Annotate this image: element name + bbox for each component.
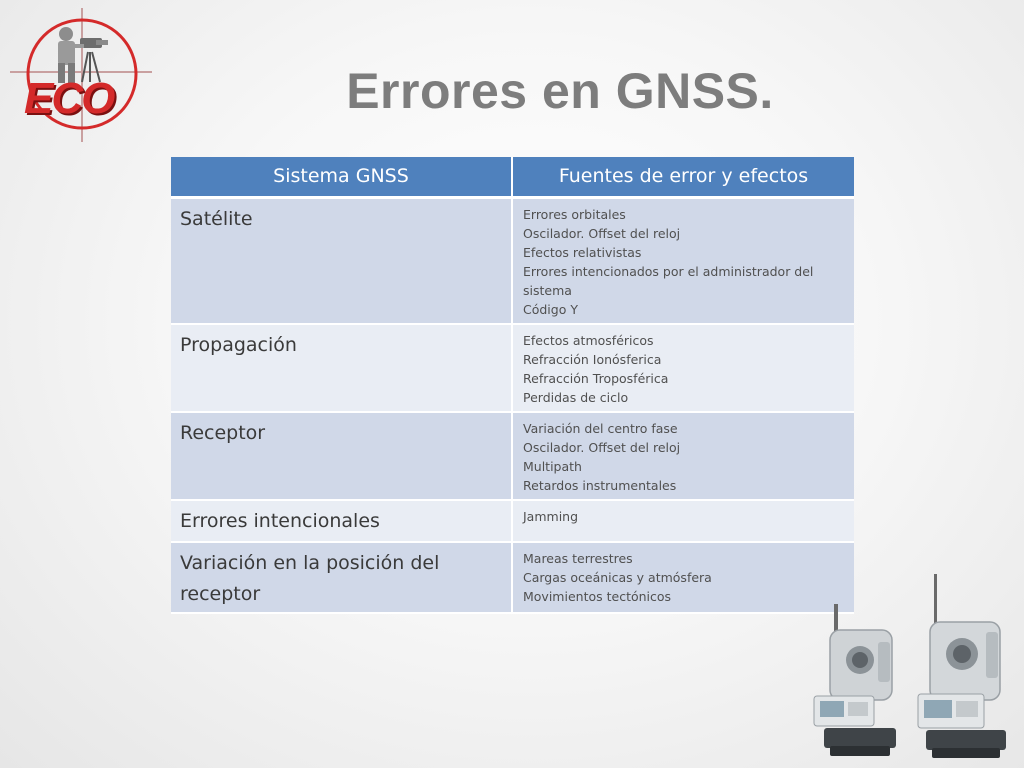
effect-item: sistema	[523, 282, 572, 298]
table-row	[171, 324, 854, 412]
effect-item: Jamming	[523, 508, 579, 524]
effect-item: Oscilador. Offset del reloj	[523, 439, 681, 455]
effect-item: Efectos atmosféricos	[523, 332, 654, 348]
header-fuentes-error: Fuentes de error y efectos	[512, 157, 854, 197]
system-cell: Satélite	[171, 197, 512, 324]
header-sistema-gnss: Sistema GNSS	[171, 157, 512, 197]
effect-item: Efectos relativistas	[523, 244, 642, 260]
effect-item: Errores orbitales	[523, 206, 626, 222]
robotic-total-station-icon	[912, 572, 1016, 762]
total-station-icon	[808, 600, 908, 760]
slide-title: Errores en GNSS.	[346, 63, 774, 119]
effects-cell	[512, 412, 854, 500]
table-row	[171, 197, 854, 324]
effect-item: Refracción Troposférica	[523, 370, 669, 386]
effect-item: Oscilador. Offset del reloj	[523, 225, 681, 241]
system-cell: Variación en la posición del receptor	[171, 542, 512, 613]
effect-item: Multipath	[523, 458, 582, 474]
effect-item: Código Y	[523, 301, 578, 317]
effects-cell	[512, 197, 854, 324]
eco-logo	[10, 8, 152, 142]
effect-item: Retardos instrumentales	[523, 477, 677, 493]
effect-item: Errores intencionados por el administrador del	[523, 263, 814, 279]
effects-cell	[512, 324, 854, 412]
table-row	[171, 412, 854, 500]
effect-item: Mareas terrestres	[523, 550, 633, 566]
table-header-row	[171, 157, 854, 197]
effect-item: Cargas oceánicas y atmósfera	[523, 569, 712, 585]
table-row	[171, 500, 854, 542]
effect-item: Variación del centro fase	[523, 420, 678, 436]
system-cell: Errores intencionales	[171, 500, 512, 542]
system-cell: Receptor	[171, 412, 512, 500]
effects-cell	[512, 542, 854, 613]
effect-item: Perdidas de ciclo	[523, 389, 629, 405]
table-row	[171, 542, 854, 613]
effects-cell	[512, 500, 854, 542]
logo-text: ECO	[24, 74, 114, 123]
effect-item: Refracción Ionósferica	[523, 351, 662, 367]
system-cell: Propagación	[171, 324, 512, 412]
effect-item: Movimientos tectónicos	[523, 588, 672, 604]
gnss-errors-table	[171, 157, 854, 614]
